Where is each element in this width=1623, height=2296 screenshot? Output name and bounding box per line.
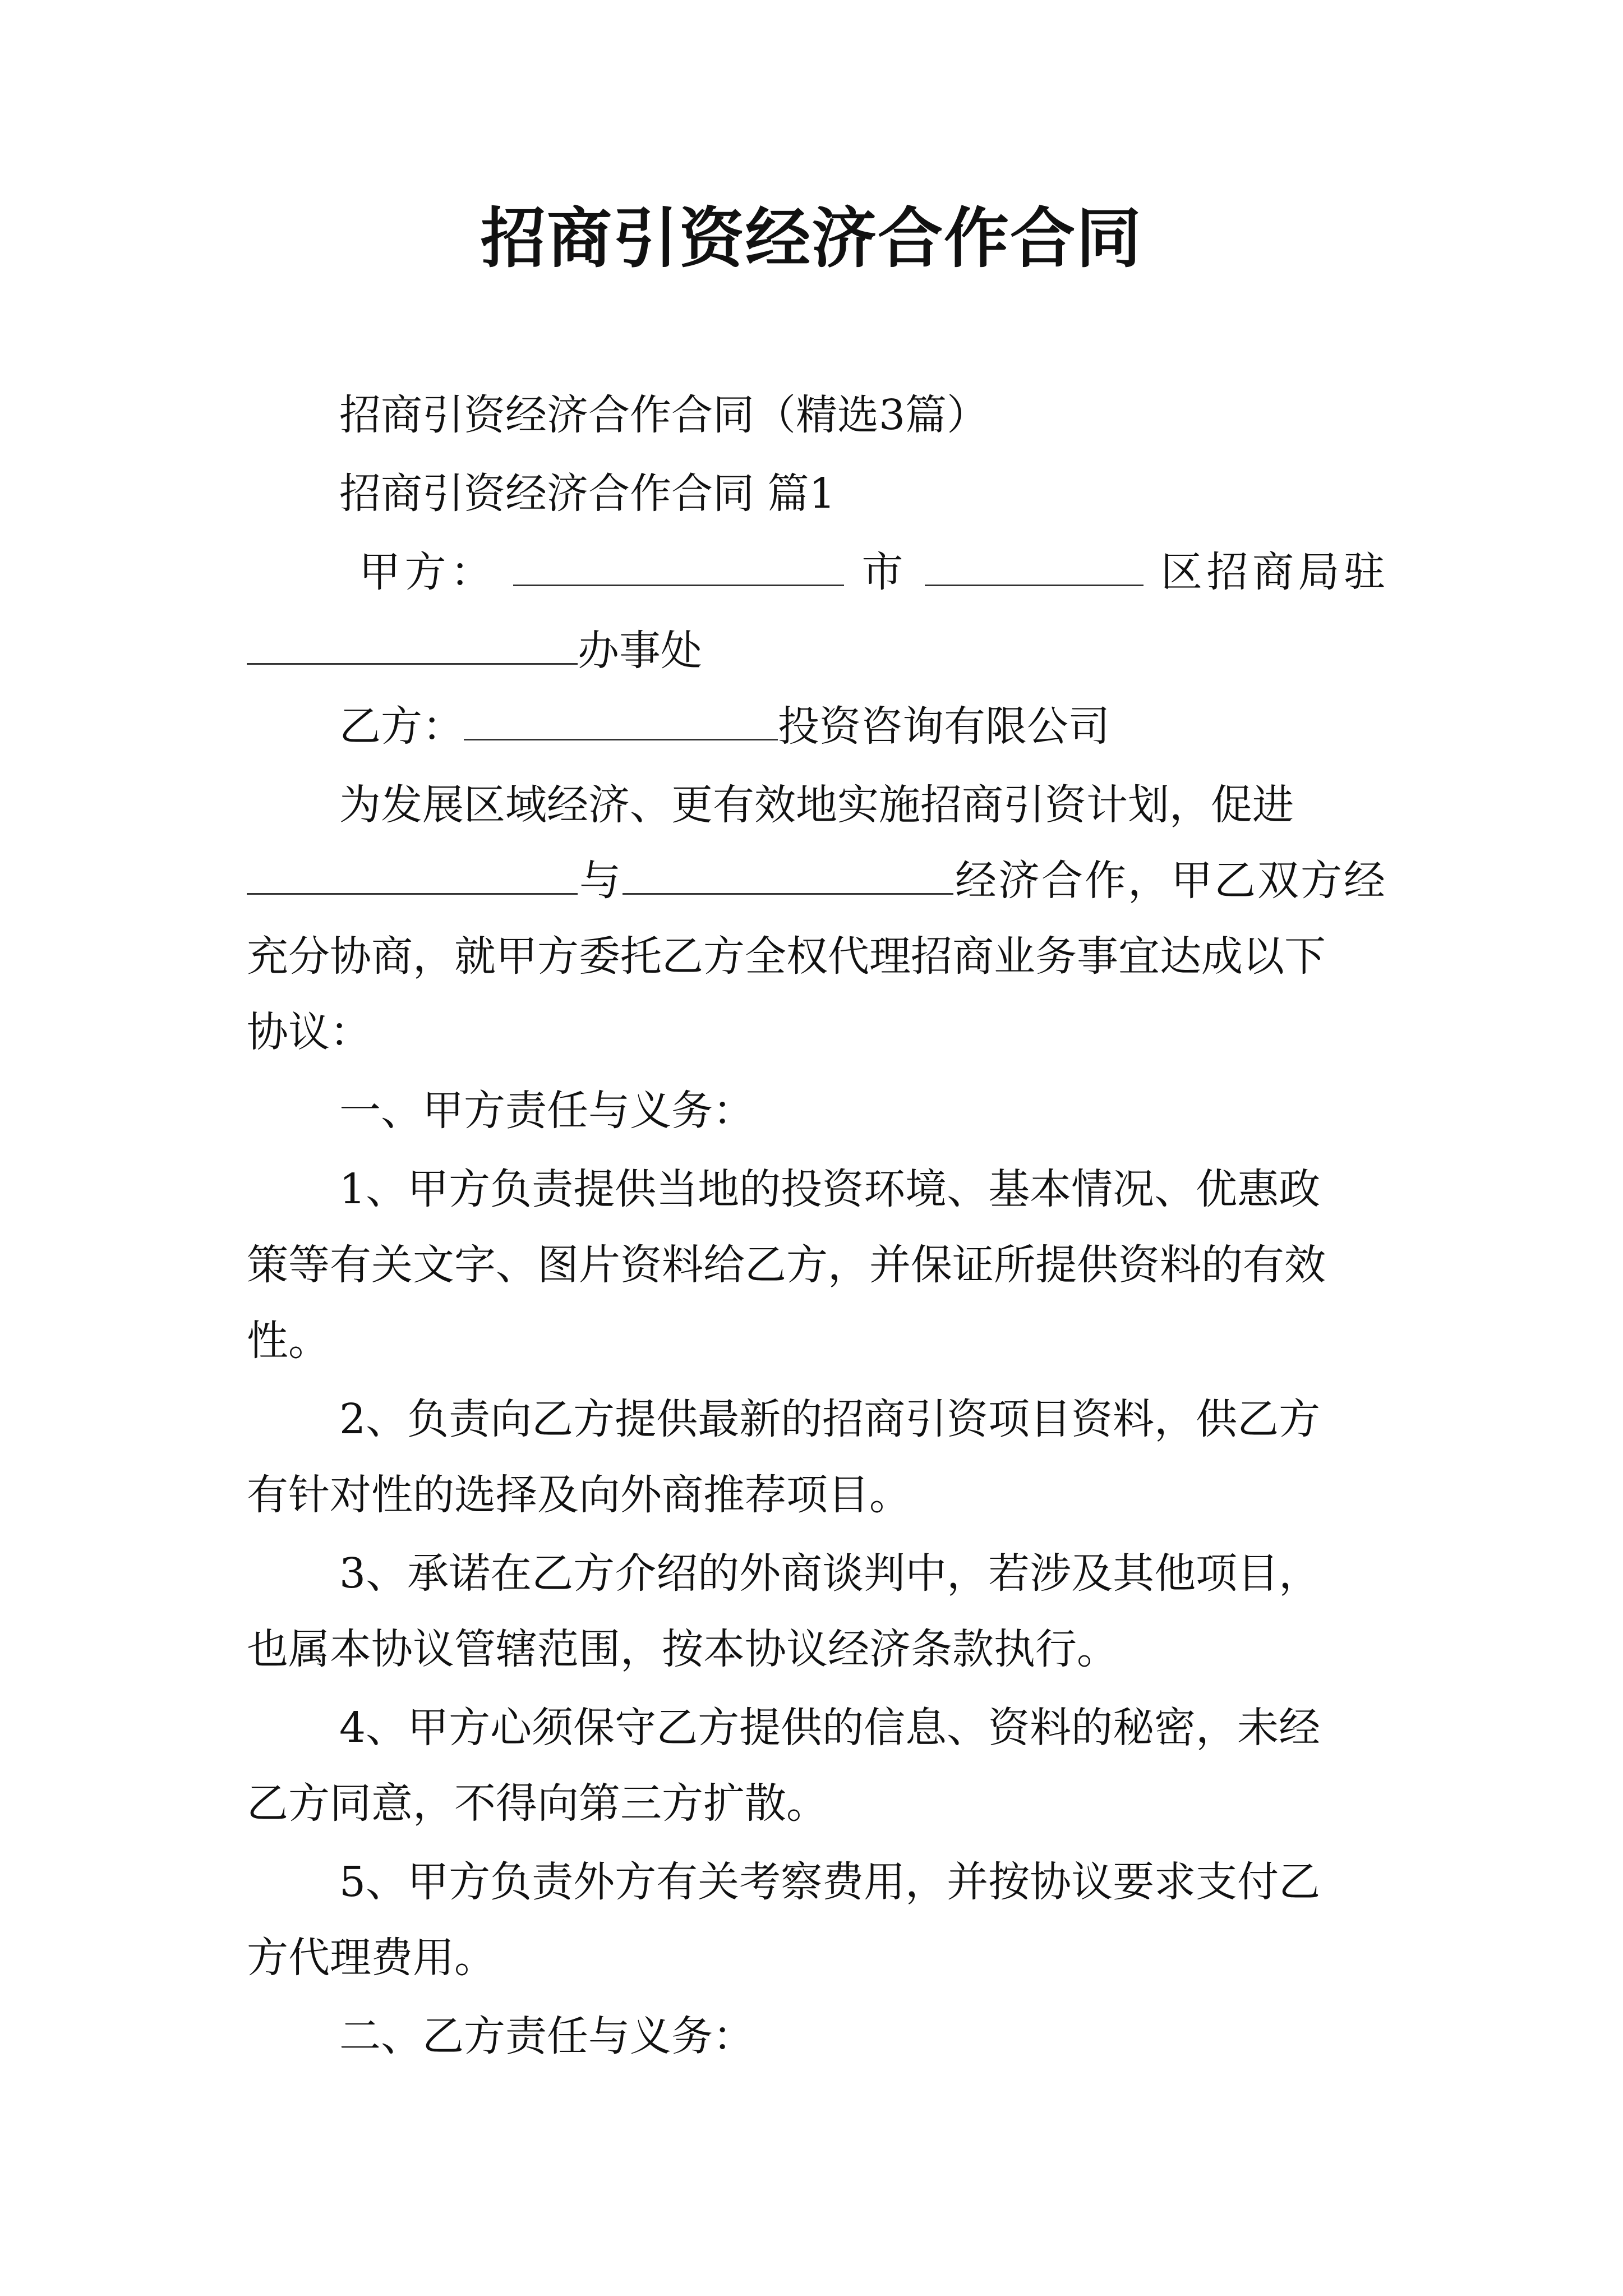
party-b-company: 投资咨询有限公司 [778, 702, 1110, 751]
blank-field [513, 550, 844, 586]
document-title: 招商引资经济合作合同 [481, 200, 1142, 277]
intro-rest: 经济合作，甲乙双方经 [953, 857, 1385, 905]
paragraph-line: 有针对性的选择及向外商推荐项目。 [247, 1471, 911, 1519]
party-a-office-line [247, 623, 702, 679]
blank-field [464, 704, 778, 740]
subtitle: 招商引资经济合作合同（精选3篇） [339, 391, 989, 439]
paragraph-line: 协议： [247, 1008, 371, 1056]
section-heading: 二、乙方责任与义务： [339, 2012, 754, 2060]
paragraph-line: 2、负责向乙方提供最新的招商引资项目资料，供乙方 [339, 1395, 1321, 1443]
blank-field [925, 550, 1144, 586]
paragraph-line: 3、承诺在乙方介绍的外商谈判中，若涉及其他项目， [339, 1549, 1321, 1598]
party-b-line [339, 698, 1110, 754]
paragraph-line: 乙方同意，不得向第三方扩散。 [247, 1779, 828, 1828]
paragraph-line: 策等有关文字、图片资料给乙方，并保证所提供资料的有效 [247, 1241, 1326, 1289]
blank-field [247, 628, 578, 665]
paragraph-line: 方代理费用。 [247, 1934, 496, 1982]
intro-and: 与 [578, 857, 623, 905]
party-a-district: 区招商局驻 [1161, 548, 1385, 596]
party-a-office: 办事处 [578, 627, 702, 675]
section-heading: 一、甲方责任与义务： [339, 1087, 754, 1135]
part-heading: 招商引资经济合作合同 篇1 [339, 470, 836, 518]
paragraph-line: 5、甲方负责外方有关考察费用，并按协议要求支付乙 [339, 1858, 1321, 1906]
party-a-city: 市 [861, 548, 907, 596]
paragraph-line: 1、甲方负责提供当地的投资环境、基本情况、优惠政 [339, 1165, 1321, 1213]
paragraph-line [247, 853, 1385, 909]
paragraph-line: 充分协商，就甲方委托乙方全权代理招商业务事宜达成以下 [247, 932, 1326, 981]
paragraph-line: 性。 [247, 1317, 330, 1365]
paragraph-line: 4、甲方心须保守乙方提供的信息、资料的秘密，未经 [339, 1704, 1321, 1752]
party-a-label: 甲方： [359, 548, 496, 596]
paragraph-line: 为发展区域经济、更有效地实施招商引资计划，促进 [339, 781, 1294, 829]
party-a-line [359, 544, 1385, 600]
blank-field [247, 858, 578, 895]
party-b-label: 乙方： [339, 702, 464, 751]
blank-field [623, 858, 953, 895]
paragraph-line: 也属本协议管辖范围，按本协议经济条款执行。 [247, 1625, 1118, 1673]
